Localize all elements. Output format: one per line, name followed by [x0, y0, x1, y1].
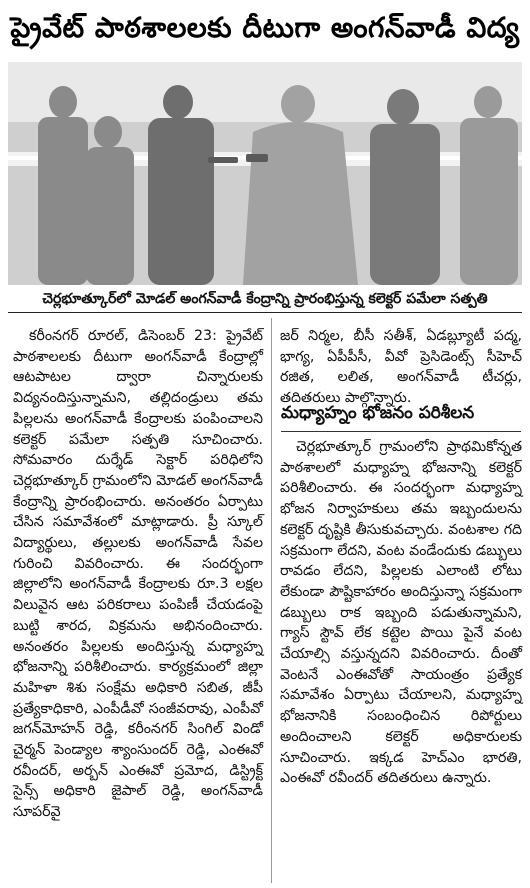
section-subheading: మధ్యాహ్నం భోజనం పరిశీలన [281, 401, 521, 432]
article-paragraph: కరీంనగర్ రూరల్, డిసెంబర్ 23: ప్రైవేట్ పాఠశాలలకు దీటుగా అంగన్‌వాడీ కేంద్రాల్లో ఆటపాటల ద్వారా చిన్నారులకు విద్యనందిస్తున్నామని, తల్లిదండ్రులు తమ పిల్లలను అంగన్‌వాడీ కేంద్రాలకు పంపించాలని కలెక్టర్ పమేలా సత్పతి సూచించారు. సోమవారం దుర్శేడ్ సెక్టార్ పరిధిలోని చెర్లభూత్కూర్ గ్రామంలోని మోడల్ అంగన్‌వాడీ కేంద్రాన్ని ప్రారంభించారు. అనంతరం ఏర్పాటు చేసిన సమావేశంలో మాట్లాడారు. ప్రీ స్కూల్ విద్యార్థులు, తల్లులకు అంగన్‌వాడీ సేవల గురించి వివరించారు. ఈ సందర్భంగా జిల్లాలోని అంగన్‌వాడీ కేంద్రాలకు రూ.3 లక్షల విలువైన ఆట పరికరాలు పంపిణీ చేయడంపై బుట్టి శారద, విక్రమను అభినందించారు. అనంతరం పిల్లలకు అందిస్తున్న మధ్యాహ్న భోజనాన్ని పరిశీలించారు. కార్యక్రమంలో జిల్లా మహిళా శిశు సంక్షేమ అధికారి సబిత, జీపీ ప్రత్యేకాధికారి, ఎంపీడీవో సంజీవరావు, ఎంపీవో జగన్‌మోహన్ రెడ్డి, కరీంనగర్ సింగిల్ విండో చైర్మన్ పెండ్యాల శ్యాంసుందర్ రెడ్డి, ఎంఈవో రవీందర్, అర్బన్ ఎంఈవో ప్రమోద, డిస్ట్రిక్ట్ సైన్స్ అధికారి జైపాల్ రెడ్డి, అంగన్‌వాడీ సూపర్‌వై [13, 328, 263, 821]
article-left-column [13, 326, 263, 823]
column-divider [271, 318, 272, 883]
news-photo [8, 62, 522, 285]
article-right-column-body [280, 437, 522, 789]
photo-caption: చెర్లభూత్కూర్‌లో మోడల్ అంగన్‌వాడీ కేంద్రాన్ని ప్రారంభిస్తున్న కలెక్టర్ పమేలా సత్పతి [8, 285, 522, 313]
article-paragraph: జర్ నిర్మల, బీసీ సతీశ్, ఏడబ్ల్యూటీ పద్మ, భాగ్య, ఏపీపీసీ, వీవో ప్రెసిడెంట్స్ సీహెచ్ రజిత, లలిత, అంగన్‌వాడీ టీచర్లు, తదితరులు పాల్గొన్నారు. [280, 328, 522, 407]
ribbon-cutting-photo [8, 62, 522, 285]
article-paragraph: చెర్లభూత్కూర్ గ్రామంలోని ప్రాథమికోన్నత పాఠశాలలో మధ్యాహ్న భోజనాన్ని కలెక్టర్ పరిశీలించారు. ఈ సందర్భంగా మధ్యాహ్న భోజన నిర్వాహకులు తమ ఇబ్బందులను కలెక్టర్ దృష్టికి తీసుకువచ్చారు. వంటశాల గది సక్రమంగా లేదని, వంట వండేందుకు డబ్బులు రావడం లేదని, పిల్లలకు ఎలాంటి లోటు లేకుండా పౌష్టికాహారం అందిస్తున్నా సక్రమంగా డబ్బులు రాక ఇబ్బంది పడుతున్నామని, గ్యాస్ స్టౌవ్ లేక కట్టెల పొయి పైనే వంట చేయాల్సి వస్తున్నదని వివరించారు. దీంతో వెంటనే ఎంఈవోతో సాయంత్రం ప్రత్యేక సమావేశం ఏర్పాటు చేయాలని, మధ్యాహ్న భోజనానికి సంబంధించిన రిపోర్టులు అందించాలని కలెక్టర్ అధికారులకు సూచించారు. ఇక్కడ హెచ్‌ఎం భారతి, ఎంఈవో రవీందర్ తదితరులు ఉన్నారు. [280, 439, 522, 787]
headline: ప్రైవేట్ పాఠశాలలకు దీటుగా అంగన్‌వాడీ విద్య [10, 11, 520, 44]
article-right-column-top [280, 326, 522, 409]
